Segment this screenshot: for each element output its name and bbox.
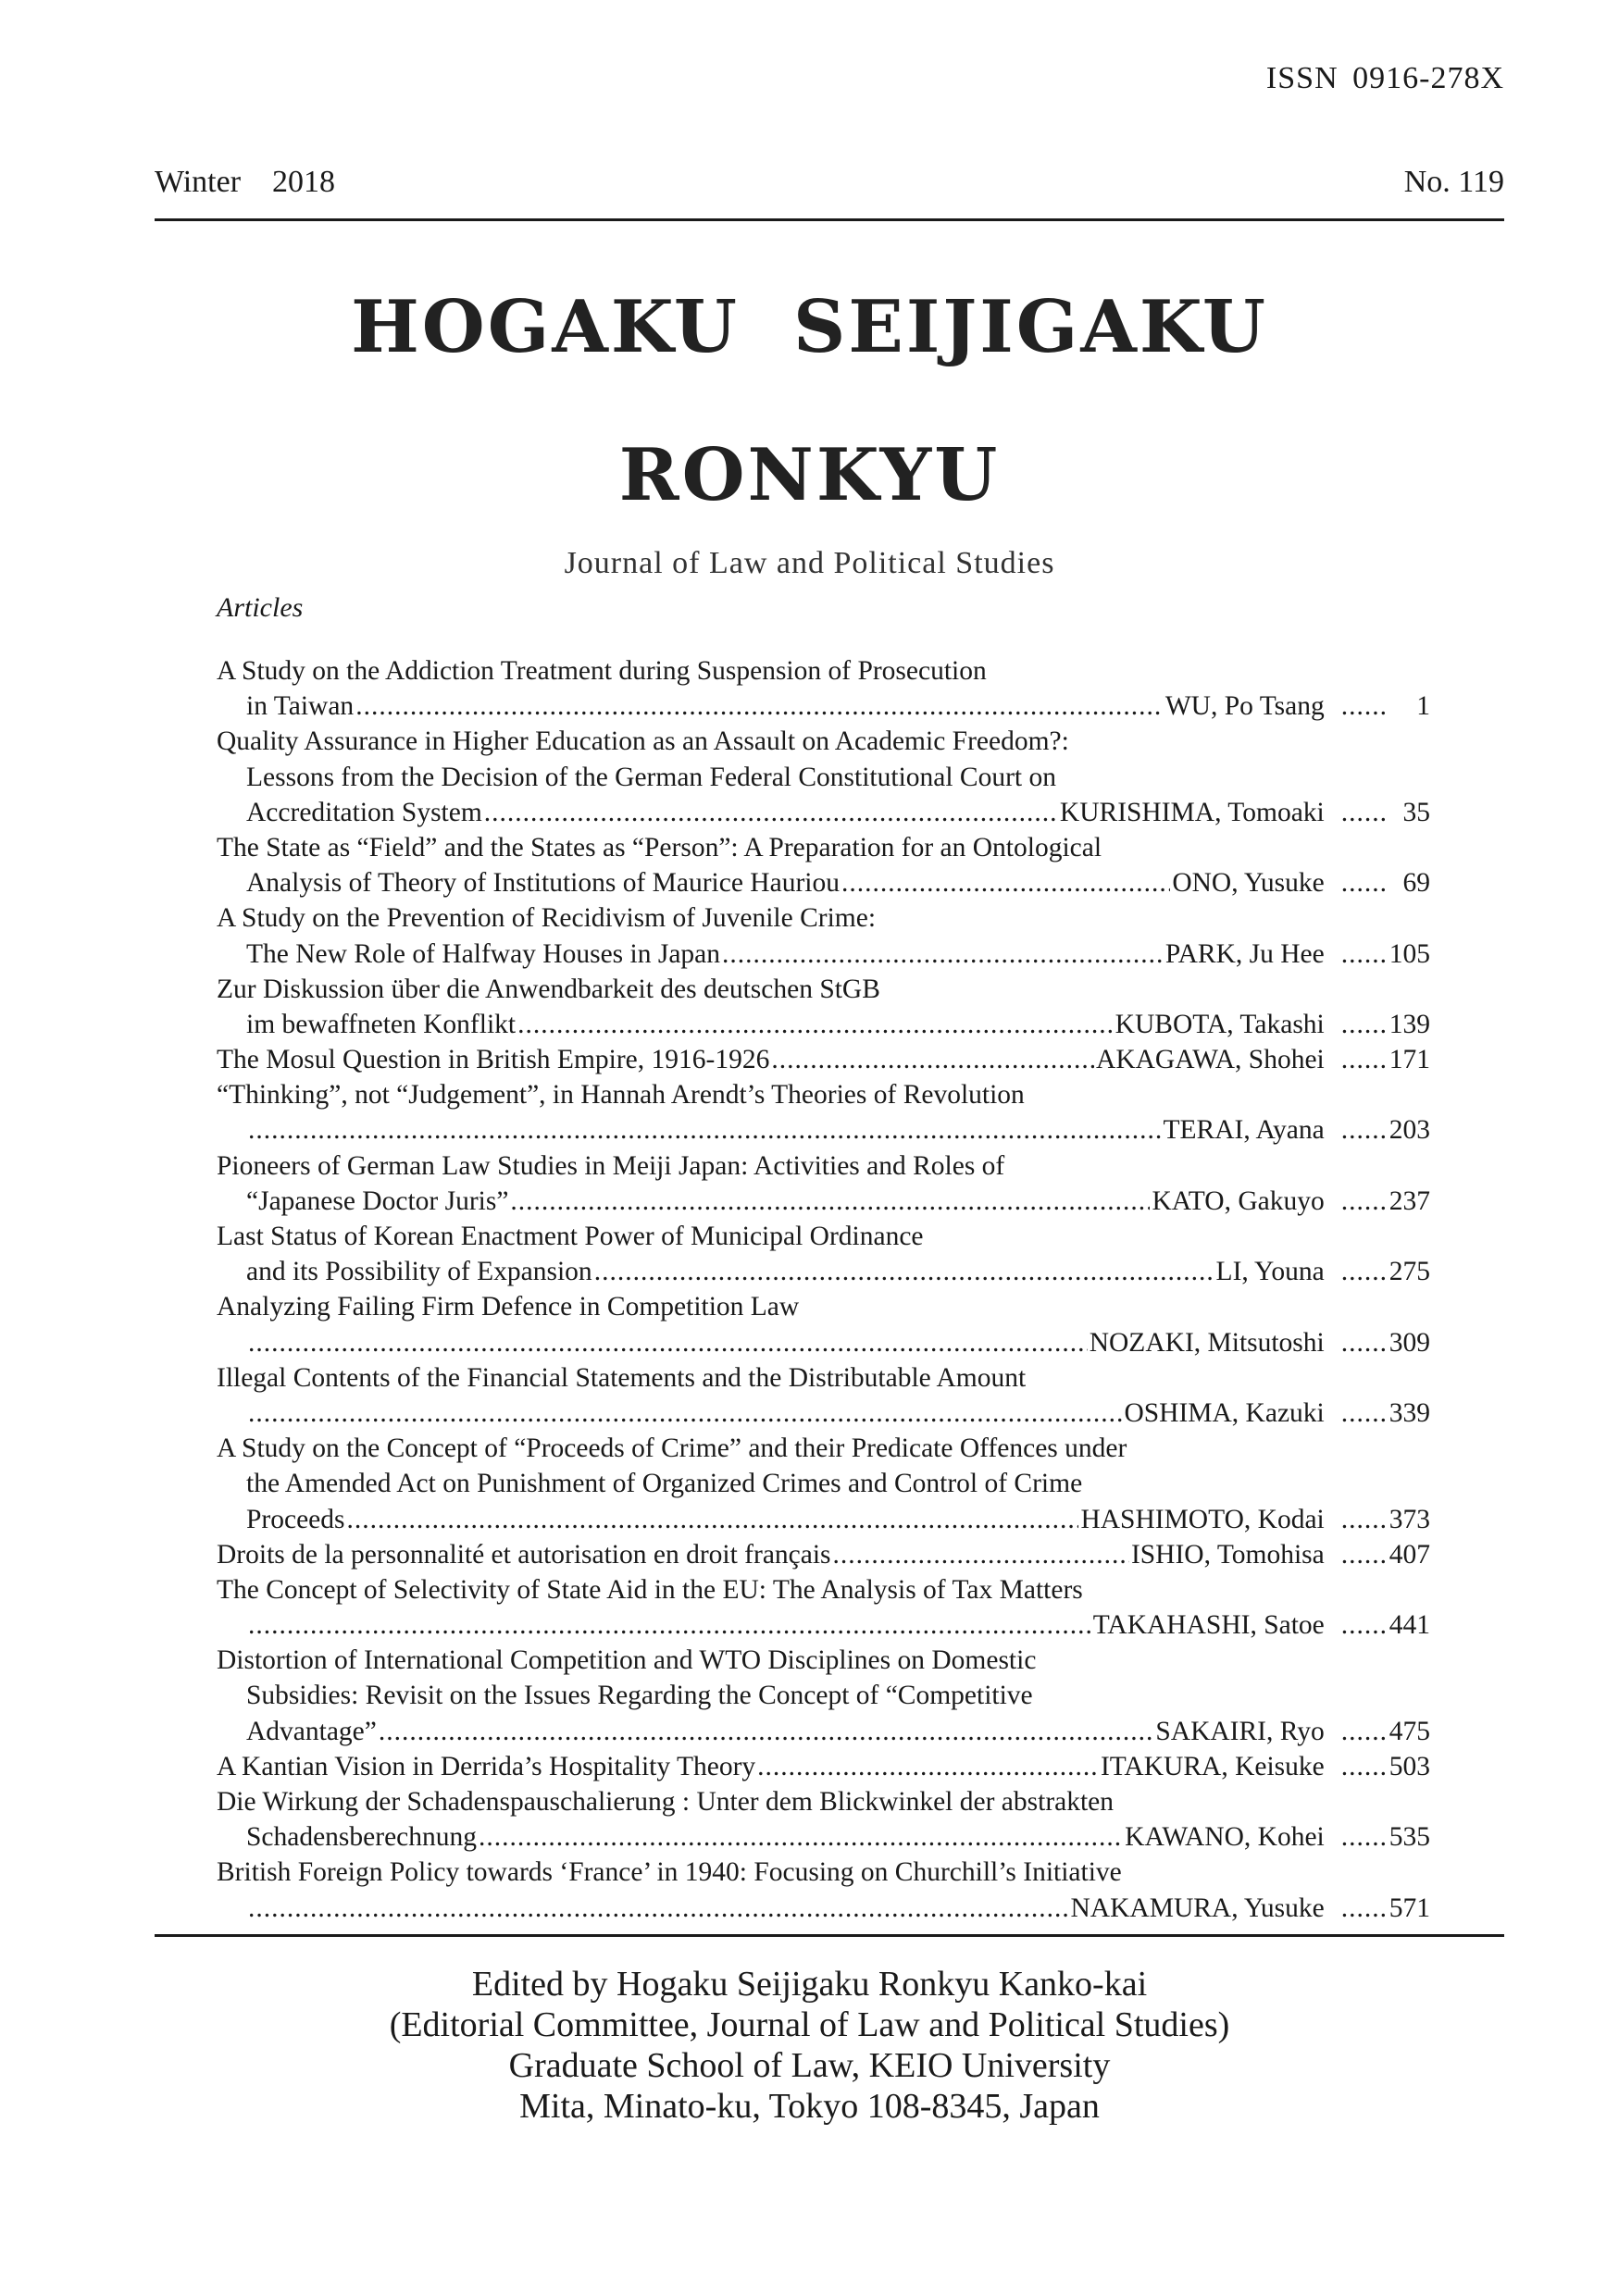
section-label-articles: Articles (217, 592, 304, 623)
dot-leader (722, 937, 1164, 972)
toc-final-line (217, 1607, 1430, 1643)
toc-author: KAWANO, Kohei (1125, 1822, 1325, 1853)
page-leader (1341, 1184, 1388, 1219)
toc-title-line: A Study on the Prevention of Recidivism of Juvenile Crime: (217, 903, 877, 934)
toc-entry (217, 900, 1430, 971)
issue-number: No. 119 (1403, 165, 1504, 199)
issue-year: 2018 (272, 165, 336, 199)
address-line: Mita, Minato-ku, Tokyo 108-8345, Japan (519, 2087, 1100, 2126)
toc-title-line: Quality Assurance in Higher Education as an Assault on Academic Freedom?: (217, 726, 1069, 757)
toc-entry (217, 1643, 1430, 1749)
toc-final-line (217, 1891, 1430, 1926)
toc-title-tail: Accreditation System (246, 797, 482, 827)
toc-title-tail: Schadensberechnung (246, 1822, 478, 1853)
dot-leader (248, 1112, 1162, 1148)
page-leader (1341, 1112, 1388, 1148)
toc-final-line (217, 1042, 1430, 1077)
toc-final-line (217, 1112, 1430, 1148)
page-leader (1341, 1042, 1388, 1077)
toc-title-line: Zur Diskussion über die Anwendbarkeit des deutschen StGB (217, 974, 880, 1004)
toc-author: HASHIMOTO, Kodai (1080, 1504, 1325, 1534)
toc-author: WU, Po Tsang (1164, 691, 1325, 722)
toc-entry (217, 1148, 1430, 1219)
toc-title-line: The Concept of Selectivity of State Aid in the EU: The Analysis of Tax Matters (217, 1574, 1083, 1605)
dot-leader (833, 1537, 1129, 1572)
toc-author: SAKAIRI, Ryo (1155, 1716, 1325, 1746)
page-leader (1341, 1537, 1388, 1572)
toc-entry (217, 1219, 1430, 1289)
toc-page-number: 407 (1389, 1539, 1430, 1570)
page-leader (1341, 1714, 1388, 1749)
toc-author: NAKAMURA, Yusuke (1070, 1893, 1325, 1923)
toc-final-line (217, 1184, 1430, 1219)
toc-entry (217, 1855, 1430, 1925)
toc-final-line (217, 1007, 1430, 1042)
toc-final-line (217, 1819, 1430, 1855)
toc-final-line (217, 1749, 1430, 1784)
dot-leader (248, 1891, 1069, 1926)
toc-entry (217, 1289, 1430, 1359)
dot-leader (594, 1254, 1214, 1289)
toc-title-tail: A Kantian Vision in Derrida’s Hospitality Theory (217, 1751, 756, 1781)
toc-page-number: 571 (1389, 1893, 1430, 1923)
toc-entry (217, 830, 1430, 900)
toc-final-line (217, 689, 1430, 724)
toc-title-line: Analyzing Failing Firm Defence in Competition Law (217, 1292, 800, 1322)
toc-title-line: Subsidies: Revisit on the Issues Regarding the Concept of “Competitive (246, 1681, 1033, 1711)
page-leader (1341, 937, 1388, 972)
toc-page-number: 237 (1389, 1185, 1430, 1216)
dot-leader (379, 1714, 1153, 1749)
toc-title-tail: Analysis of Theory of Institutions of Maurice Hauriou (246, 868, 840, 899)
toc-title-tail: The New Role of Halfway Houses in Japan (246, 938, 721, 969)
toc-entry (217, 1749, 1430, 1784)
dot-leader (347, 1502, 1079, 1537)
toc-entry (217, 1042, 1430, 1077)
dot-leader (479, 1819, 1123, 1855)
publisher-info (0, 1964, 1619, 2127)
toc-entry (217, 1077, 1430, 1148)
toc-page-number: 535 (1389, 1822, 1430, 1853)
toc-entry (217, 1431, 1430, 1537)
dot-leader (510, 1184, 1150, 1219)
toc-title-tail: in Taiwan (246, 691, 355, 722)
toc-title-line: Lessons from the Decision of the German Federal Constitutional Court on (246, 762, 1057, 792)
toc-page-number: 275 (1389, 1257, 1430, 1287)
toc-title-line: “Thinking”, not “Judgement”, in Hannah Arendt’s Theories of Revolution (217, 1080, 1025, 1111)
page-leader (1341, 1325, 1388, 1360)
toc-final-line (217, 1714, 1430, 1749)
page-leader (1341, 1819, 1388, 1855)
page-leader (1341, 1254, 1388, 1289)
toc-final-line (217, 865, 1430, 900)
toc-title-line: A Study on the Addiction Treatment during Suspension of Prosecution (217, 656, 987, 686)
toc-entry (217, 724, 1430, 830)
table-of-contents (217, 653, 1430, 1926)
page-leader (1341, 1007, 1388, 1042)
toc-author: TERAI, Ayana (1163, 1115, 1325, 1146)
toc-page-number: 339 (1389, 1397, 1430, 1428)
toc-author: ONO, Yusuke (1172, 868, 1325, 899)
page-leader (1341, 795, 1388, 830)
toc-title-line: The State as “Field” and the States as “Person”: A Preparation for an Ontological (217, 832, 1102, 863)
page-leader (1341, 1607, 1388, 1643)
top-divider (155, 218, 1504, 221)
toc-final-line (217, 1325, 1430, 1360)
toc-entry (217, 972, 1430, 1042)
toc-author: KUBOTA, Takashi (1115, 1009, 1325, 1039)
toc-page-number: 35 (1402, 797, 1430, 827)
toc-page-number: 373 (1389, 1504, 1430, 1534)
toc-page-number: 139 (1389, 1009, 1430, 1039)
page-leader (1341, 689, 1388, 724)
toc-title-line: Pioneers of German Law Studies in Meiji Japan: Activities and Roles of (217, 1150, 1005, 1181)
dot-leader (517, 1007, 1114, 1042)
toc-page-number: 309 (1389, 1327, 1430, 1358)
toc-page-number: 171 (1389, 1045, 1430, 1075)
toc-author: ITAKURA, Keisuke (1100, 1751, 1325, 1781)
journal-title-line1: HOGAKU SEIJIGAKU (351, 285, 1268, 369)
page-leader (1341, 865, 1388, 900)
dot-leader (484, 795, 1058, 830)
toc-title-line: British Foreign Policy towards ‘France’ in 1940: Focusing on Churchill’s Initiative (217, 1857, 1122, 1888)
toc-entry (217, 1537, 1430, 1572)
issn-number: ISSN 0916-278X (1265, 61, 1504, 95)
dot-leader (355, 689, 1164, 724)
page-leader (1341, 1502, 1388, 1537)
journal-subtitle: Journal of Law and Political Studies (564, 546, 1055, 580)
toc-entry (217, 1784, 1430, 1855)
bottom-divider (155, 1934, 1504, 1937)
toc-title-tail: im bewaffneten Konflikt (246, 1009, 517, 1039)
toc-final-line (217, 795, 1430, 830)
toc-final-line (217, 1537, 1430, 1572)
toc-page-number: 69 (1402, 868, 1430, 899)
toc-title-line: Die Wirkung der Schadenspauschalierung : Unter dem Blickwinkel der abstrakten (217, 1787, 1115, 1817)
page-leader (1341, 1749, 1388, 1784)
toc-entry (217, 653, 1430, 724)
dot-leader (841, 865, 1170, 900)
toc-final-line (217, 1502, 1430, 1537)
toc-final-line (217, 1396, 1430, 1431)
publisher-line: Edited by Hogaku Seijigaku Ronkyu Kanko-kai (471, 1965, 1148, 2004)
toc-title-line: Last Status of Korean Enactment Power of Municipal Ordinance (217, 1222, 924, 1251)
toc-title-line: the Amended Act on Punishment of Organized Crimes and Control of Crime (246, 1469, 1083, 1499)
toc-page-number: 441 (1389, 1610, 1430, 1641)
issue-line (155, 165, 1504, 200)
toc-final-line (217, 1254, 1430, 1289)
dot-leader (248, 1607, 1091, 1643)
page-leader (1341, 1396, 1388, 1431)
toc-title-tail: Proceeds (246, 1504, 345, 1534)
dot-leader (248, 1325, 1088, 1360)
toc-author: NOZAKI, Mitsutoshi (1089, 1327, 1325, 1358)
toc-author: PARK, Ju Hee (1164, 938, 1325, 969)
toc-page-number: 475 (1389, 1716, 1430, 1746)
toc-title-tail: Advantage” (246, 1716, 377, 1746)
toc-page-number: 503 (1389, 1751, 1430, 1781)
dot-leader (757, 1749, 1099, 1784)
toc-author: LI, Youna (1215, 1257, 1325, 1287)
toc-title-tail: and its Possibility of Expansion (246, 1257, 592, 1287)
toc-title-line: A Study on the Concept of “Proceeds of Crime” and their Predicate Offences under (217, 1433, 1127, 1464)
toc-author: OSHIMA, Kazuki (1124, 1397, 1325, 1428)
dot-leader (771, 1042, 1094, 1077)
toc-title-line: Illegal Contents of the Financial Statements and the Distributable Amount (217, 1362, 1027, 1393)
dot-leader (248, 1396, 1122, 1431)
toc-author: KURISHIMA, Tomoaki (1059, 797, 1325, 827)
toc-final-line (217, 937, 1430, 972)
issue-date (155, 165, 335, 200)
page-leader (1341, 1891, 1388, 1926)
journal-title-line2: RONKYU (618, 433, 1001, 517)
toc-entry (217, 1572, 1430, 1643)
toc-author: ISHIO, Tomohisa (1130, 1539, 1325, 1570)
issue-season: Winter (155, 165, 242, 199)
toc-page-number: 203 (1389, 1115, 1430, 1146)
school-line: Graduate School of Law, KEIO University (508, 2046, 1111, 2085)
toc-title-line: Distortion of International Competition and WTO Disciplines on Domestic (217, 1645, 1037, 1676)
toc-title-tail: Droits de la personnalité et autorisation en droit français (217, 1539, 831, 1570)
toc-title-tail: The Mosul Question in British Empire, 1916-1926 (217, 1045, 770, 1075)
committee-line: (Editorial Committee, Journal of Law and Political Studies) (389, 2005, 1230, 2044)
toc-entry (217, 1360, 1430, 1431)
toc-page-number: 1 (1416, 691, 1430, 722)
toc-author: TAKAHASHI, Satoe (1092, 1610, 1325, 1641)
toc-title-tail: “Japanese Doctor Juris” (246, 1185, 509, 1216)
toc-author: AKAGAWA, Shohei (1096, 1045, 1325, 1075)
toc-page-number: 105 (1389, 938, 1430, 969)
toc-author: KATO, Gakuyo (1152, 1185, 1325, 1216)
